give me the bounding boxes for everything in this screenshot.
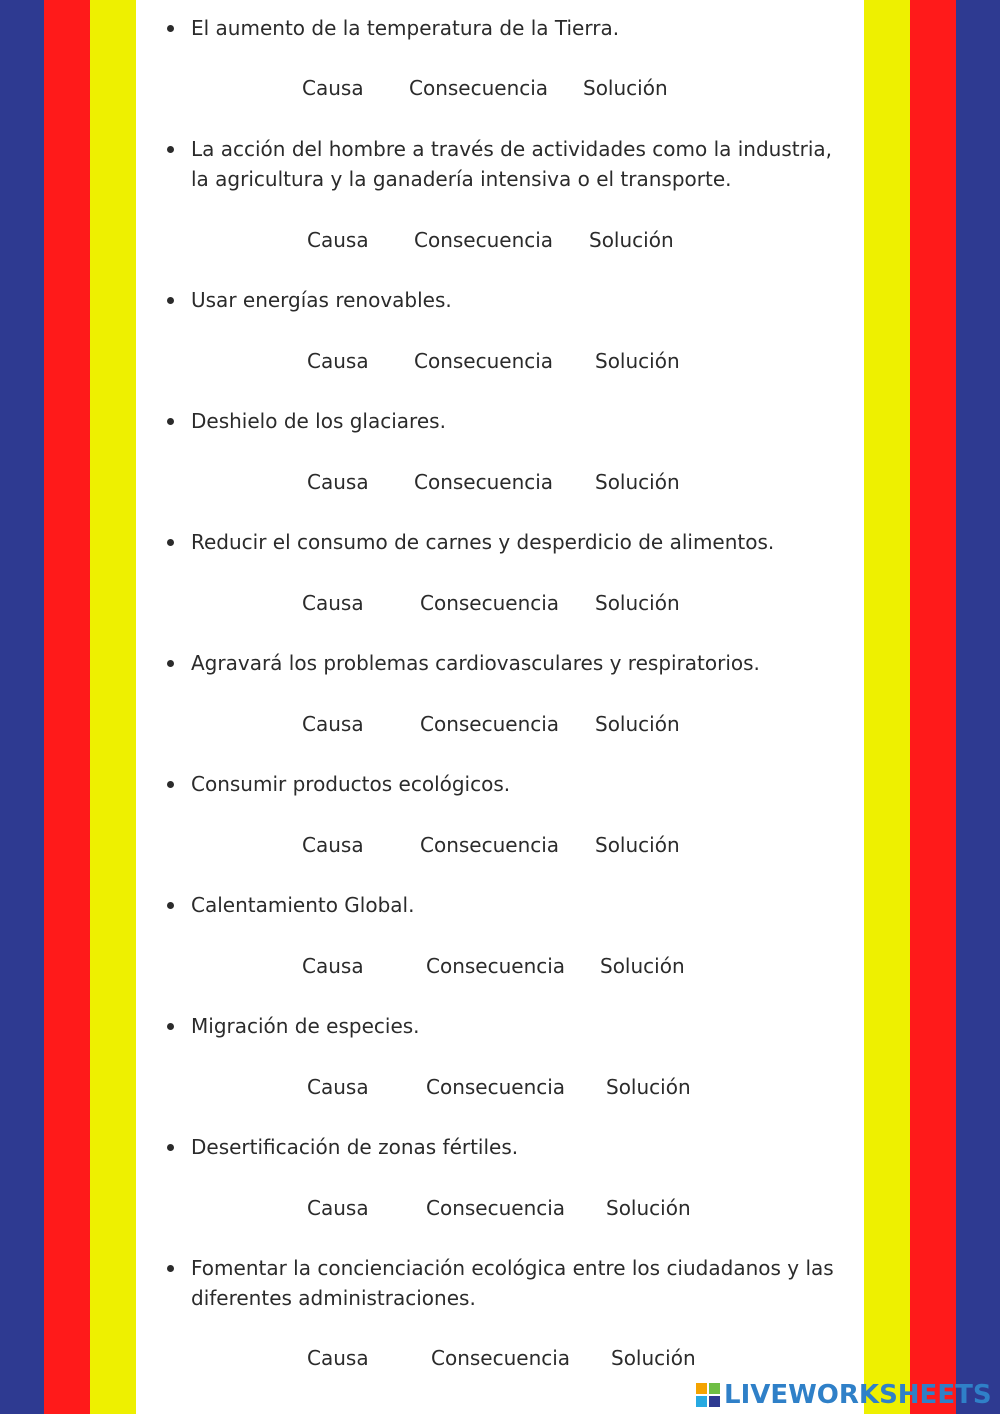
option-causa[interactable]: Causa (302, 833, 364, 857)
question-text: Fomentar la concienciación ecológica entre los ciudadanos y las diferentes administraciones. (191, 1256, 834, 1310)
option-solucion[interactable]: Solución (606, 1075, 691, 1099)
left-red-stripe (44, 0, 90, 1414)
option-consecuencia[interactable]: Consecuencia (420, 833, 560, 857)
bullet-icon (167, 539, 174, 546)
option-consecuencia[interactable]: Consecuencia (420, 591, 560, 615)
option-causa[interactable]: Causa (307, 470, 369, 494)
option-solucion[interactable]: Solución (606, 1196, 691, 1220)
option-causa[interactable]: Causa (302, 712, 364, 736)
question-3 (191, 285, 851, 315)
question-11 (191, 1253, 851, 1313)
bullet-icon (167, 902, 174, 909)
question-text: Reducir el consumo de carnes y desperdicio de alimentos. (191, 530, 775, 554)
option-consecuencia[interactable]: Consecuencia (426, 1196, 566, 1220)
option-solucion[interactable]: Solución (589, 228, 674, 252)
liveworksheets-logo (696, 1380, 992, 1410)
option-causa[interactable]: Causa (307, 1346, 369, 1370)
option-solucion[interactable]: Solución (611, 1346, 696, 1370)
bullet-icon (167, 1265, 174, 1272)
option-causa[interactable]: Causa (307, 349, 369, 373)
question-7 (191, 769, 851, 799)
question-10 (191, 1132, 851, 1162)
question-text: Calentamiento Global. (191, 893, 415, 917)
bullet-icon (167, 297, 174, 304)
question-4 (191, 406, 851, 436)
question-1 (191, 13, 851, 43)
question-text: Agravará los problemas cardiovasculares y respiratorios. (191, 651, 760, 675)
question-text: Desertificación de zonas fértiles. (191, 1135, 519, 1159)
bullet-icon (167, 25, 174, 32)
question-5 (191, 527, 851, 557)
bullet-icon (167, 418, 174, 425)
option-causa[interactable]: Causa (302, 76, 364, 100)
left-blue-stripe (0, 0, 44, 1414)
right-red-stripe (910, 0, 956, 1414)
option-consecuencia[interactable]: Consecuencia (420, 712, 560, 736)
option-solucion[interactable]: Solución (595, 591, 680, 615)
option-consecuencia[interactable]: Consecuencia (426, 1075, 566, 1099)
bullet-icon (167, 781, 174, 788)
option-solucion[interactable]: Solución (600, 954, 685, 978)
option-causa[interactable]: Causa (302, 591, 364, 615)
logo-text: LIVEWORKSHEETS (724, 1380, 992, 1410)
option-consecuencia[interactable]: Consecuencia (414, 470, 554, 494)
option-consecuencia[interactable]: Consecuencia (414, 228, 554, 252)
question-2 (191, 134, 851, 194)
option-consecuencia[interactable]: Consecuencia (414, 349, 554, 373)
option-solucion[interactable]: Solución (583, 76, 668, 100)
question-text: La acción del hombre a través de actividades como la industria, la agricultura y la ganadería intensiva o el transporte. (191, 137, 832, 191)
option-solucion[interactable]: Solución (595, 833, 680, 857)
option-consecuencia[interactable]: Consecuencia (426, 954, 566, 978)
question-8 (191, 890, 851, 920)
option-consecuencia[interactable]: Consecuencia (431, 1346, 571, 1370)
bullet-icon (167, 146, 174, 153)
option-consecuencia[interactable]: Consecuencia (409, 76, 549, 100)
option-solucion[interactable]: Solución (595, 349, 680, 373)
bullet-icon (167, 1023, 174, 1030)
bullet-icon (167, 1144, 174, 1151)
question-text: Consumir productos ecológicos. (191, 772, 511, 796)
option-causa[interactable]: Causa (307, 1196, 369, 1220)
question-text: El aumento de la temperatura de la Tierra. (191, 16, 620, 40)
bullet-icon (167, 660, 174, 667)
right-yellow-stripe (864, 0, 910, 1414)
question-text: Usar energías renovables. (191, 288, 452, 312)
question-6 (191, 648, 851, 678)
option-causa[interactable]: Causa (307, 228, 369, 252)
option-solucion[interactable]: Solución (595, 712, 680, 736)
question-text: Migración de especies. (191, 1014, 420, 1038)
liveworksheets-logo-icon (696, 1383, 720, 1407)
option-causa[interactable]: Causa (307, 1075, 369, 1099)
question-text: Deshielo de los glaciares. (191, 409, 446, 433)
left-yellow-stripe (90, 0, 136, 1414)
option-solucion[interactable]: Solución (595, 470, 680, 494)
option-causa[interactable]: Causa (302, 954, 364, 978)
right-blue-stripe (956, 0, 1000, 1414)
question-9 (191, 1011, 851, 1041)
